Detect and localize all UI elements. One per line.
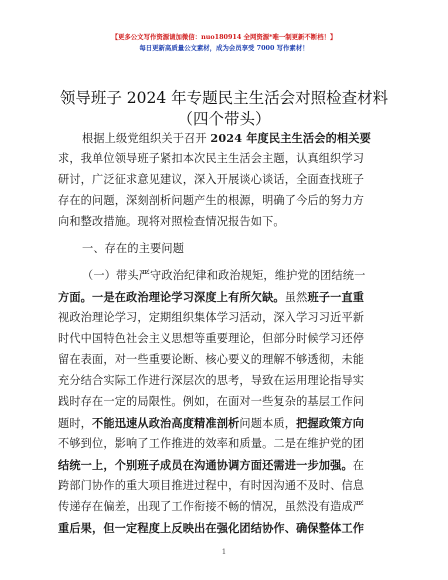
text-run: 问题本质， xyxy=(239,417,297,430)
text-run-bold: 2024 年度民主生活会的相关要 xyxy=(210,131,371,145)
text-line: 充分结合实际工作进行深层次的思考，导致在运用理论指导实 xyxy=(58,374,365,387)
text-run-bold: 班子一直重 xyxy=(307,290,365,304)
document-title: 领导班子 2024 年专题民主生活会对照检查材料 xyxy=(59,89,389,107)
text-line: 践时存在一定的局限性。例如，在面对一些复杂的基层工作问 xyxy=(58,395,365,408)
text-run-bold: 不能迅速从政治高度精准剖析 xyxy=(92,416,240,430)
section-heading: 一、存在的主要问题 xyxy=(82,242,185,255)
text-line: 时代中国特色社会主义思想等重要理论，但部分时候学习还停 xyxy=(58,332,365,345)
text-run-bold: 但一定程度上反映出在强化团结协作、确保整体工作 xyxy=(103,521,365,535)
text-run-bold: 个别班子成员在沟通协调方面还需进一步加强。 xyxy=(114,458,353,472)
text-line xyxy=(82,130,394,147)
subsection-heading: （一）带头严守政治纪律和政治规矩，维护党的团结统一 xyxy=(82,269,366,282)
text-run: 题时， xyxy=(58,417,93,430)
text-line: 不够到位，影响了工作推进的效率和质量。二是在维护党的团 xyxy=(58,437,365,450)
promo-banner-blue: 每日更新高质量公文素材，成为会员享受 7000 写作素材！ xyxy=(139,44,309,52)
text-run: 在 xyxy=(352,459,365,472)
text-run-bold: 结统一上， xyxy=(58,458,115,472)
promo-banner-red: 【更多公文写作资源请加微信：nuo180914 全网资源*唯一制更新不断档！】 xyxy=(111,33,337,41)
text-line: 视政治理论学习，定期组织集体学习活动，深入学习习近平新 xyxy=(58,311,365,324)
text-line xyxy=(58,520,394,537)
text-line xyxy=(58,415,394,432)
text-line: 求，我单位领导班子紧扣本次民主生活会主题，认真组织学习 xyxy=(58,152,365,165)
text-line: 研讨，广泛征求意见建议，深入开展谈心谈话，全面查找班子 xyxy=(58,173,365,186)
text-line xyxy=(58,457,394,474)
text-line: 存在的问题，深刻剖析问题产生的根源，明确了今后的努力方 xyxy=(58,194,365,207)
text-line: 向和整改措施。现将对照检查情况报告如下。 xyxy=(58,215,285,228)
text-line: 留在表面，对一些重要论断、核心要义的理解不够透彻，未能 xyxy=(58,353,365,366)
text-run: 虽然 xyxy=(284,291,308,304)
text-run-bold: 方面。 xyxy=(58,290,93,304)
text-run: 根据上级党组织关于召开 xyxy=(82,132,211,145)
text-run-bold: 一是在政治理论学习深度上有所欠缺。 xyxy=(92,290,285,304)
page-number: 1 xyxy=(221,548,227,556)
text-line: 传递存在偏差，出现了工作衔接不畅的情况，虽然没有造成严 xyxy=(58,500,365,513)
text-run-bold: 重后果， xyxy=(58,521,104,535)
text-run-bold: 把握政策方向 xyxy=(296,416,365,430)
document-subtitle: （四个带头） xyxy=(177,110,271,128)
text-line xyxy=(58,289,394,306)
text-line: 跨部门协作的重大项目推进过程中，有时因沟通不及时、信息 xyxy=(58,479,365,492)
